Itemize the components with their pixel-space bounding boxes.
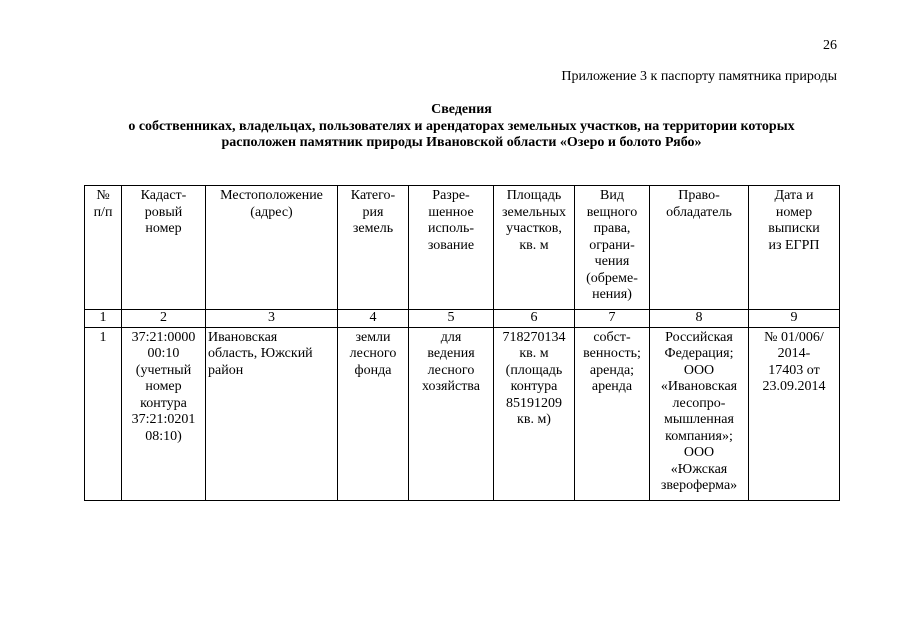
header-cell-land-category: Катего- рия земель bbox=[338, 186, 409, 310]
column-number-cell: 6 bbox=[494, 310, 575, 328]
column-number-cell: 1 bbox=[85, 310, 122, 328]
header-cell-permitted-use: Разре- шенное исполь- зование bbox=[409, 186, 494, 310]
document-title bbox=[84, 102, 839, 152]
column-number-cell: 5 bbox=[409, 310, 494, 328]
table-header-row bbox=[85, 186, 840, 310]
cell-land-category: земли лесного фонда bbox=[338, 327, 409, 500]
title-line-1: Сведения bbox=[431, 102, 492, 117]
page-number: 26 bbox=[823, 38, 837, 53]
cell-right-type: собст- венность; аренда; аренда bbox=[575, 327, 650, 500]
column-number-cell: 4 bbox=[338, 310, 409, 328]
header-cell-location: Местоположение (адрес) bbox=[206, 186, 338, 310]
cell-location: Ивановская область, Южский район bbox=[206, 327, 338, 500]
column-number-cell: 2 bbox=[122, 310, 206, 328]
cell-extract-date: № 01/006/ 2014- 17403 от 23.09.2014 bbox=[749, 327, 840, 500]
header-cell-area: Площадь земельных участков, кв. м bbox=[494, 186, 575, 310]
land-plots-table bbox=[84, 185, 840, 501]
column-number-cell: 7 bbox=[575, 310, 650, 328]
title-line-3: расположен памятник природы Ивановской области «Озеро и болото Рябо» bbox=[221, 135, 702, 150]
header-cell-cadastral-number: Кадаст- ровый номер bbox=[122, 186, 206, 310]
header-cell-right-type: Вид вещного права, ограни- чения (обреме- нения) bbox=[575, 186, 650, 310]
cell-permitted-use: для ведения лесного хозяйства bbox=[409, 327, 494, 500]
cell-cadastral-number: 37:21:0000 00:10 (учетный номер контура 37:21:0201 08:10) bbox=[122, 327, 206, 500]
header-cell-number: № п/п bbox=[85, 186, 122, 310]
column-number-cell: 8 bbox=[650, 310, 749, 328]
cell-row-number: 1 bbox=[85, 327, 122, 500]
table-row bbox=[85, 327, 840, 500]
column-number-cell: 9 bbox=[749, 310, 840, 328]
cell-right-holder: Российская Федерация; ООО «Ивановская лесопро- мышленная компания»; ООО «Южская звероферма» bbox=[650, 327, 749, 500]
column-number-cell: 3 bbox=[206, 310, 338, 328]
cell-area: 718270134 кв. м (площадь контура 85191209 кв. м) bbox=[494, 327, 575, 500]
header-cell-right-holder: Право- обладатель bbox=[650, 186, 749, 310]
column-number-row bbox=[85, 310, 840, 328]
title-line-2: о собственниках, владельцах, пользователях и арендаторах земельных участков, на территории которых bbox=[128, 118, 795, 134]
header-cell-extract-date: Дата и номер выписки из ЕГРП bbox=[749, 186, 840, 310]
appendix-caption: Приложение 3 к паспорту памятника природы bbox=[561, 69, 837, 84]
